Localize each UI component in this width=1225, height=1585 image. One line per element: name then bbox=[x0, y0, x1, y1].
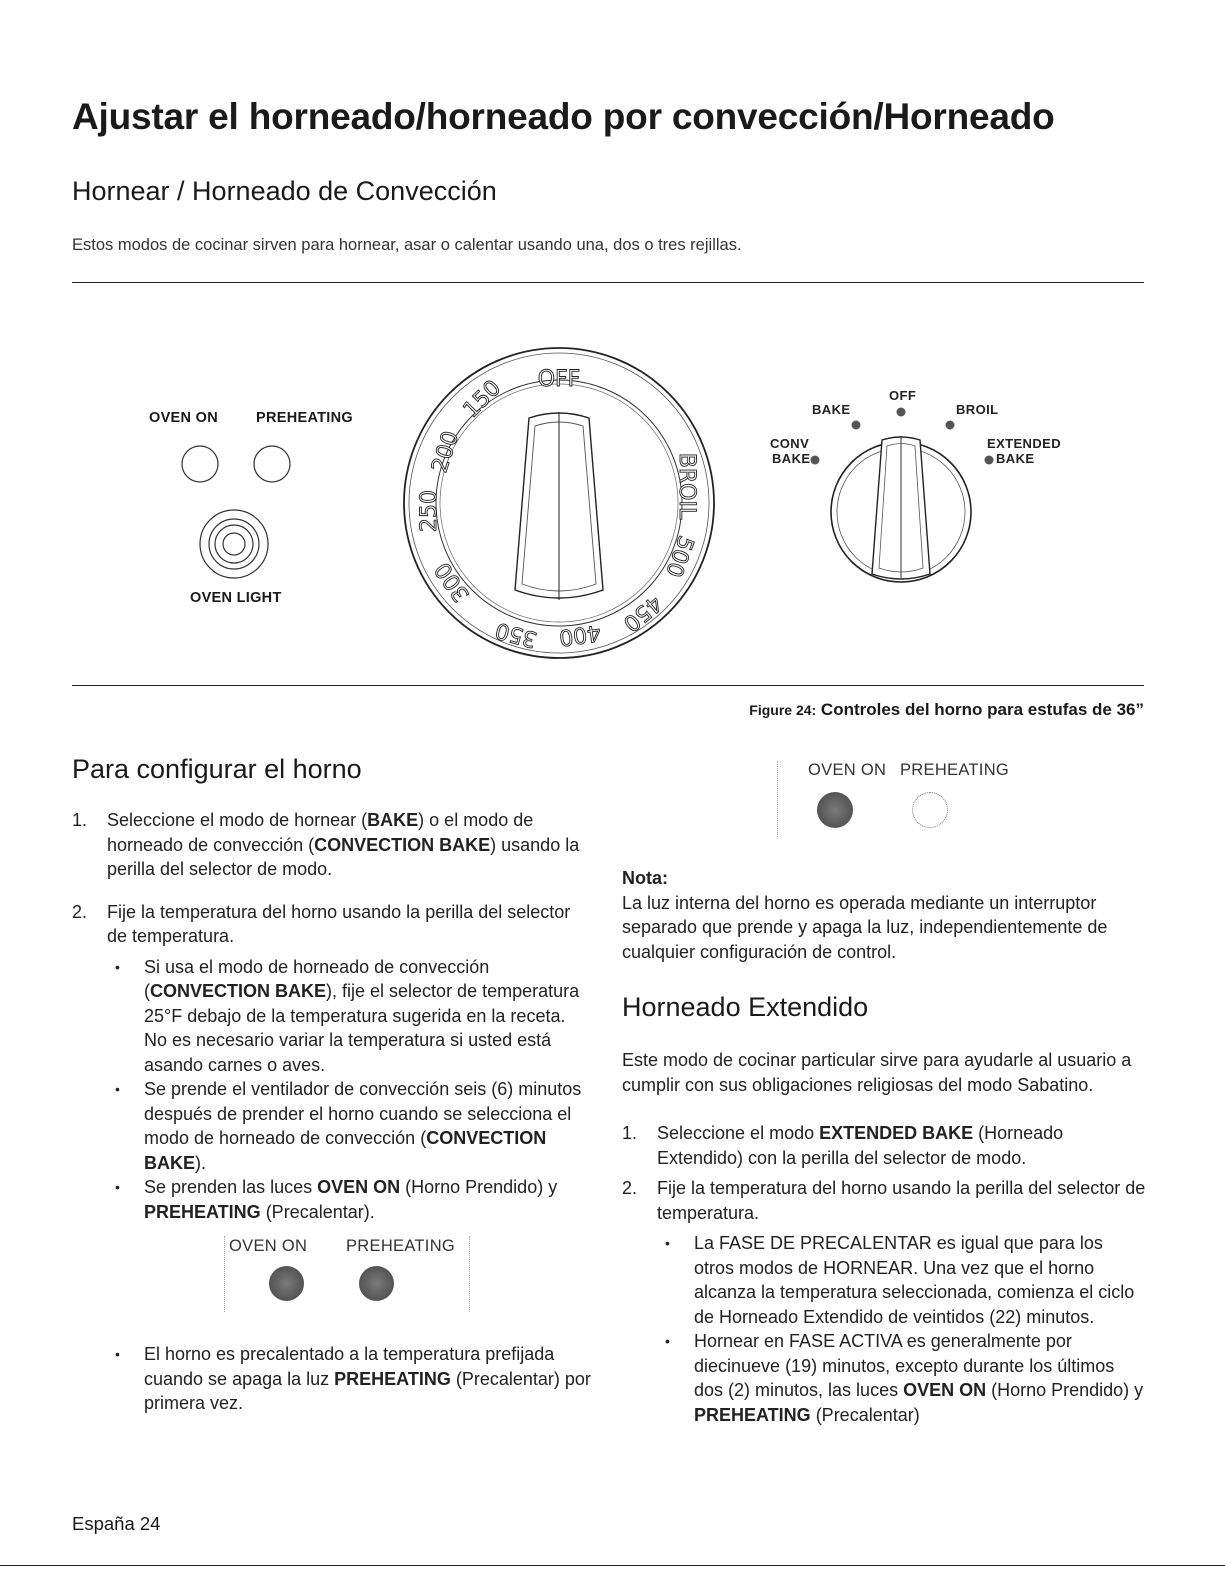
preheating-light-icon bbox=[254, 446, 290, 482]
step-number: 1. bbox=[72, 810, 88, 830]
figure-caption-text: Controles del horno para estufas de 36” bbox=[820, 700, 1144, 719]
step-bold: BAKE bbox=[367, 810, 419, 830]
right-column bbox=[622, 1048, 1147, 1427]
temp-250-mark: 250 bbox=[417, 490, 442, 532]
page-title: Ajustar el horneado/horneado por convección/Horneado bbox=[72, 96, 1055, 137]
extended-step-2: 2. Fije la temperatura del horno usando la perilla del selector de temperatura. • La FASE DE PRECALENTAR es igual que para los otros modos de HORNEAR. Una vez que el horno alcanza la temperatura seleccionada, comienza el ciclo de Horneado Extendido de veintidos (22) minutos. • Hornear en FASE ACTIVA es generalmente por diecinueve (19) minutos, excepto durante los últimos dos (2) minutos, las luces OVEN ON (Horno Prendido) y PREHEATING (Precalentar) bbox=[622, 1176, 1147, 1427]
temp-500-mark: 500 bbox=[660, 532, 699, 581]
step-number: 2. bbox=[72, 901, 88, 922]
temp-knob-handle-icon bbox=[515, 412, 603, 600]
page-footer: España 24 bbox=[72, 1513, 161, 1534]
mode-extended-bake-label: BAKE bbox=[996, 451, 1035, 466]
step-bold: CONVECTION BAKE bbox=[314, 834, 491, 855]
note-block bbox=[622, 866, 1147, 964]
oven-on-indicator-label: OVEN ON bbox=[229, 1237, 308, 1255]
temp-350-mark: 350 bbox=[492, 616, 540, 652]
step-text: Fije la temperatura del horno usando la perilla del selector de temperatura. bbox=[107, 901, 571, 946]
temp-450-mark: 450 bbox=[618, 589, 667, 637]
step-2-bullets bbox=[107, 955, 592, 1225]
temp-200-mark: 200 bbox=[427, 428, 465, 476]
figure-bottom-rule bbox=[72, 685, 1144, 686]
figure-top-rule bbox=[72, 282, 1144, 283]
mode-off-label: OFF bbox=[889, 388, 917, 403]
extended-bullets bbox=[657, 1231, 1147, 1427]
step-text: Seleccione el modo de hornear ( bbox=[107, 810, 368, 830]
extended-step-1: 1. Seleccione el modo EXTENDED BAKE (Horneado Extendido) con la perilla del selector de modo. bbox=[622, 1123, 1064, 1168]
mode-conv-label: CONV bbox=[770, 436, 810, 451]
oven-on-lit-icon bbox=[269, 1266, 304, 1301]
left-column-end bbox=[72, 1342, 592, 1416]
preheating-label: PREHEATING bbox=[256, 410, 353, 426]
temp-400-mark: 400 bbox=[557, 619, 603, 650]
temp-150-mark: 150 bbox=[458, 375, 507, 424]
step-text: ) o el modo de horneado de convección ( bbox=[107, 810, 534, 855]
bullet-item: • Se prenden las luces OVEN ON (Horno Prendido) y PREHEATING (Precalentar). bbox=[107, 1175, 592, 1224]
left-heading: Para configurar el horno bbox=[72, 754, 362, 784]
left-column bbox=[72, 808, 592, 1224]
bullet-item: • Hornear en FASE ACTIVA es generalmente por diecinueve (19) minutos, excepto durante los últimos dos (2) minutos, las luces OVEN ON (Horno Prendido) y PREHEATING (Precalentar) bbox=[657, 1329, 1147, 1427]
extended-steps bbox=[622, 1121, 1147, 1427]
final-bullet bbox=[72, 1342, 592, 1416]
temp-broil-mark: BROIL bbox=[674, 452, 699, 520]
temp-off-mark: OFF bbox=[537, 367, 581, 392]
mode-extended-label: EXTENDED bbox=[987, 436, 1061, 451]
section-title: Hornear / Horneado de Convección bbox=[72, 176, 497, 206]
oven-on-light-icon bbox=[182, 446, 218, 482]
setup-step-1 bbox=[72, 808, 592, 882]
intro-text: Estos modos de cocinar sirven para hornear, asar o calentar usando una, dos o tres rejillas. bbox=[72, 236, 742, 254]
setup-step-2 bbox=[72, 900, 592, 1225]
mode-broil-label: BROIL bbox=[956, 402, 999, 417]
oven-on-indicator-label: OVEN ON bbox=[808, 761, 887, 779]
mode-bake-label: BAKE bbox=[812, 402, 851, 417]
oven-light-label: OVEN LIGHT bbox=[190, 590, 282, 606]
mode-conv-bake-label: BAKE bbox=[772, 451, 811, 466]
bullet-item: • Se prende el ventilador de convección seis (6) minutos después de prender el horno cuando se selecciona el modo de horneado de convección (CONVECTION BAKE). bbox=[107, 1077, 592, 1175]
indicator-lights-graphic bbox=[170, 440, 300, 580]
bullet-item: • El horno es precalentado a la temperatura prefijada cuando se apaga la luz PREHEATING (Precalentar) por primera vez. bbox=[107, 1342, 592, 1416]
note-title: Nota: bbox=[622, 868, 668, 888]
oven-on-lit-icon bbox=[817, 792, 853, 828]
figure-caption bbox=[749, 700, 1144, 720]
preheating-indicator-label: PREHEATING bbox=[900, 761, 1010, 779]
step-number: 1. bbox=[622, 1123, 638, 1143]
bottom-rule bbox=[0, 1565, 1225, 1566]
temperature-selector-knob[interactable] bbox=[402, 346, 716, 660]
oven-on-label: OVEN ON bbox=[149, 410, 218, 426]
step-number: 2. bbox=[622, 1178, 638, 1198]
bullet-item: • Si usa el modo de horneado de convección (CONVECTION BAKE), fije el selector de temperatura 25°F debajo de la temperatura sugerida en la receta. No es necesario variar la temperatura si usted está asando carnes o aves. bbox=[107, 955, 592, 1078]
note-text: La luz interna del horno es operada mediante un interruptor separado que prende y apaga la luz, independientemente de cualquier configuración de control. bbox=[622, 892, 1108, 962]
right-heading: Horneado Extendido bbox=[622, 992, 869, 1022]
oven-light-button-icon bbox=[200, 510, 268, 578]
step-text: ) usando la perilla del selector de modo. bbox=[107, 834, 580, 879]
temp-300-mark: 300 bbox=[430, 557, 475, 607]
preheating-lit-icon bbox=[359, 1266, 394, 1301]
preheating-off-icon bbox=[912, 792, 948, 828]
setup-steps bbox=[72, 808, 592, 1224]
figure-caption-prefix: Figure 24: bbox=[749, 702, 817, 718]
bullet-item: • La FASE DE PRECALENTAR es igual que para los otros modos de HORNEAR. Una vez que el horno alcanza la temperatura seleccionada, comienza el ciclo de Horneado Extendido de veintidos (22) minutos. bbox=[657, 1231, 1147, 1329]
preheating-indicator-label: PREHEATING bbox=[346, 1237, 456, 1255]
extended-intro: Este modo de cocinar particular sirve para ayudarle al usuario a cumplir con sus obligaciones religiosas del modo Sabatino. bbox=[622, 1050, 1132, 1095]
